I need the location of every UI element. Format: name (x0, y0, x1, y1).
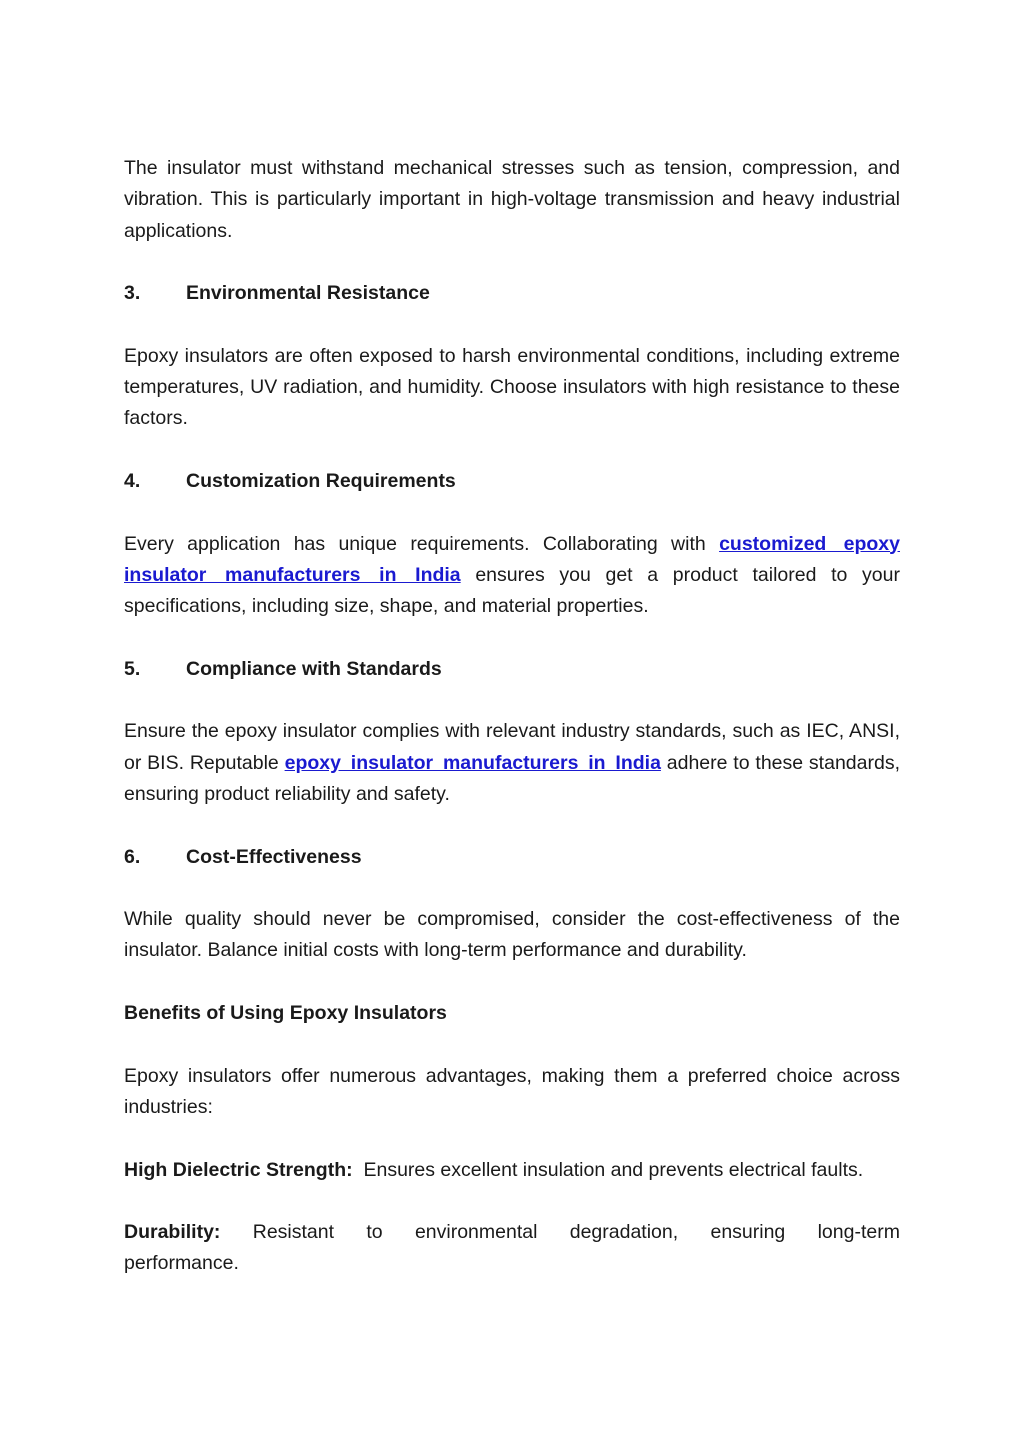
epoxy-manufacturers-link[interactable]: epoxy insulator manufacturers in India (284, 751, 661, 774)
benefit-label: High Dielectric Strength: (124, 1158, 353, 1181)
document-page (124, 153, 900, 1280)
section-number: 5. (124, 657, 141, 680)
benefit-durability (124, 1217, 900, 1280)
section-number: 4. (124, 469, 141, 492)
section-title: Environmental Resistance (186, 282, 430, 305)
section-number: 3. (124, 282, 141, 305)
benefit-label: Durability: (124, 1221, 221, 1244)
section-number: 6. (124, 845, 141, 868)
benefits-intro: Epoxy insulators offer numerous advantages, making them a preferred choice across industries: (124, 1064, 900, 1118)
section-heading-environmental-resistance (124, 278, 900, 309)
section-title: Cost-Effectiveness (186, 845, 362, 868)
body-text: adhere to these standards, ensuring product reliability and safety. (124, 751, 900, 805)
body-text: ensures you get a product tailored to your specifications, including size, shape, and material properties. (124, 563, 900, 618)
section-heading-compliance-with-standards (124, 654, 900, 685)
section-body-environmental-resistance: Epoxy insulators are often exposed to harsh environmental conditions, including extreme temperatures, UV radiation, and humidity. Choose insulators with high resistance to these factors. (124, 344, 900, 430)
benefits-heading: Benefits of Using Epoxy Insulators (124, 1002, 447, 1025)
section-title: Customization Requirements (186, 469, 456, 492)
benefit-word: ensuring (710, 1221, 786, 1244)
body-text: Ensure the epoxy insulator complies with relevant industry standards, such as IEC, ANSI, or BIS. Reputable (124, 720, 900, 774)
benefit-word: long-term (817, 1221, 900, 1244)
durability-tail: performance. (124, 1252, 239, 1275)
benefit-word: Resistant (252, 1221, 335, 1244)
section-body-compliance-with-standards (124, 716, 900, 810)
body-text: Every application has unique requirements. Collaborating with (124, 532, 720, 555)
benefit-word: environmental (414, 1221, 538, 1244)
benefit-high-dielectric-strength (124, 1155, 900, 1186)
section-body-cost-effectiveness: While quality should never be compromised, consider the cost-effectiveness of the insulator. Balance initial costs with long-term performance and durability. (124, 908, 900, 962)
customized-epoxy-manufacturers-link[interactable]: customized epoxy insulator manufacturers in India (124, 532, 900, 586)
section-heading-customization-requirements (124, 466, 900, 497)
section-body-customization-requirements (124, 529, 900, 623)
durability-first-line (124, 1217, 900, 1248)
benefit-word: degradation, (569, 1221, 679, 1244)
section-title: Compliance with Standards (186, 657, 442, 680)
benefit-text: Ensures excellent insulation and prevents electrical faults. (363, 1158, 864, 1181)
benefit-word: to (366, 1221, 383, 1244)
section-heading-cost-effectiveness (124, 842, 900, 873)
intro-paragraph: The insulator must withstand mechanical stresses such as tension, compression, and vibration. This is particularly important in high-voltage transmission and heavy industrial applications. (124, 157, 900, 242)
